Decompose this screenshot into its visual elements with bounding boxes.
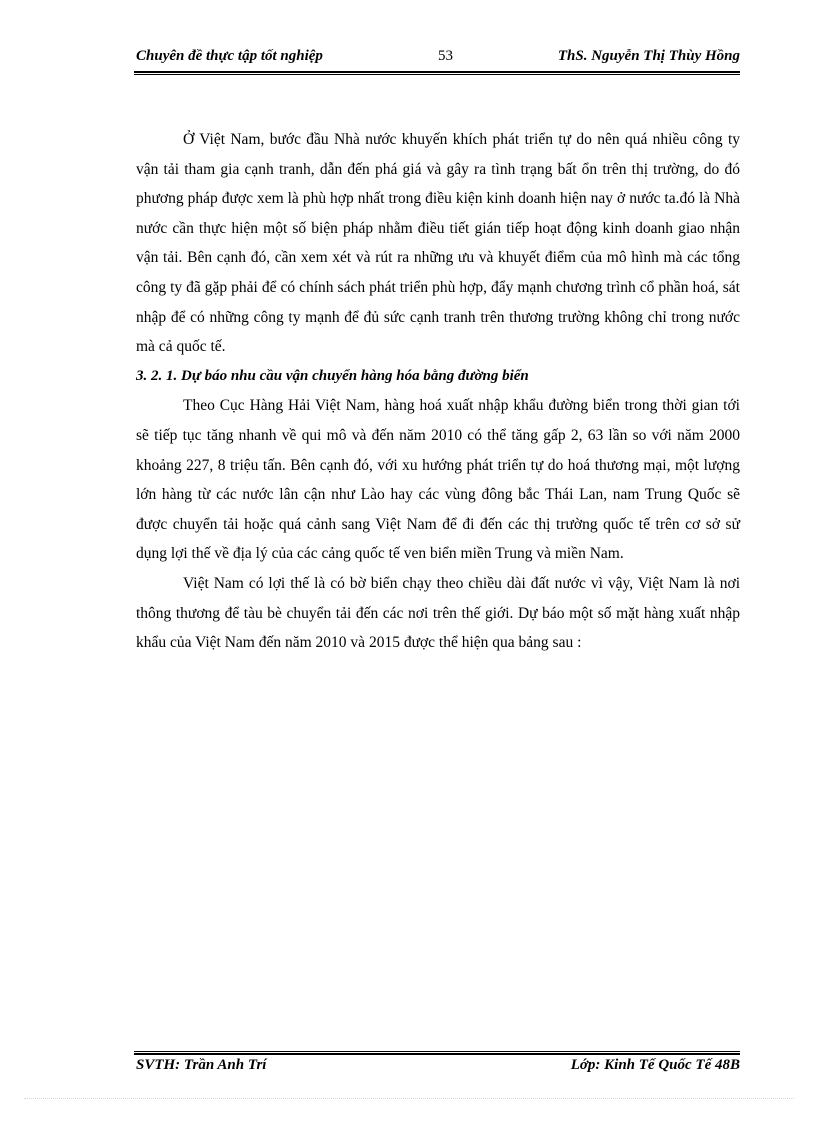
header-supervisor: ThS. Nguyễn Thị Thùy Hồng	[557, 48, 740, 64]
page-header	[136, 48, 740, 70]
page-body	[136, 125, 740, 658]
header-rule	[134, 71, 740, 75]
footer-class: Lớp: Kinh Tế Quốc Tế 48B	[570, 1057, 740, 1073]
page-bottom-border	[24, 1098, 794, 1099]
page-number: 53	[438, 48, 453, 64]
paragraph-2: Theo Cục Hàng Hải Việt Nam, hàng hoá xuất nhập khẩu đường biển trong thời gian tới sẽ tiếp tục tăng nhanh về qui mô và đến năm 2010 có thể tăng gấp 2, 63 lần so với năm 2000 khoảng 227, 8 triệu tấn. Bên cạnh đó, với xu hướng phát triển tự do hoá thương mại, một lượng lớn hàng từ các nước lân cận như Lào hay các vùng đông bắc Thái Lan, nam Trung Quốc sẽ được chuyển tải hoặc quá cảnh sang Việt Nam để đi đến các thị trường quốc tế trên cơ sở sử dụng lợi thế về địa lý của các cảng quốc tế ven biển miền Trung và miền Nam.	[136, 397, 740, 563]
paragraph-1: Ở Việt Nam, bước đầu Nhà nước khuyến khích phát triển tự do nên quá nhiều công ty vận tải tham gia cạnh tranh, dẫn đến phá giá và gây ra tình trạng bất ổn trên thị trường, do đó phương pháp được xem là phù hợp nhất trong điều kiện kinh doanh hiện nay ở nước ta.đó là Nhà nước cần thực hiện một số biện pháp nhằm điều tiết gián tiếp hoạt động kinh doanh giao nhận vận tải. Bên cạnh đó, cần xem xét và rút ra những ưu và khuyết điểm của mô hình mà các tổng công ty đã gặp phải để có chính sách phát triển phù hợp, đẩy mạnh chương trình cổ phần hoá, sát nhập để có những công ty mạnh để đủ sức cạnh tranh trên thương trường không chỉ trong nước mà cả quốc tế.	[136, 131, 740, 356]
page-footer	[136, 1057, 740, 1079]
footer-student: SVTH: Trần Anh Trí	[136, 1057, 267, 1073]
section-heading: 3. 2. 1. Dự báo nhu cầu vận chuyển hàng hóa bằng đường biển	[136, 367, 529, 384]
paragraph-3: Việt Nam có lợi thế là có bờ biển chạy theo chiều dài đất nước vì vậy, Việt Nam là nơi thông thương để tàu bè chuyển tải đến các nơi trên thế giới. Dự báo một số mặt hàng xuất nhập khẩu của Việt Nam đến năm 2010 và 2015 được thể hiện qua bảng sau :	[136, 574, 740, 652]
header-document-title: Chuyên đề thực tập tốt nghiệp	[136, 48, 323, 64]
footer-rule	[134, 1051, 740, 1055]
